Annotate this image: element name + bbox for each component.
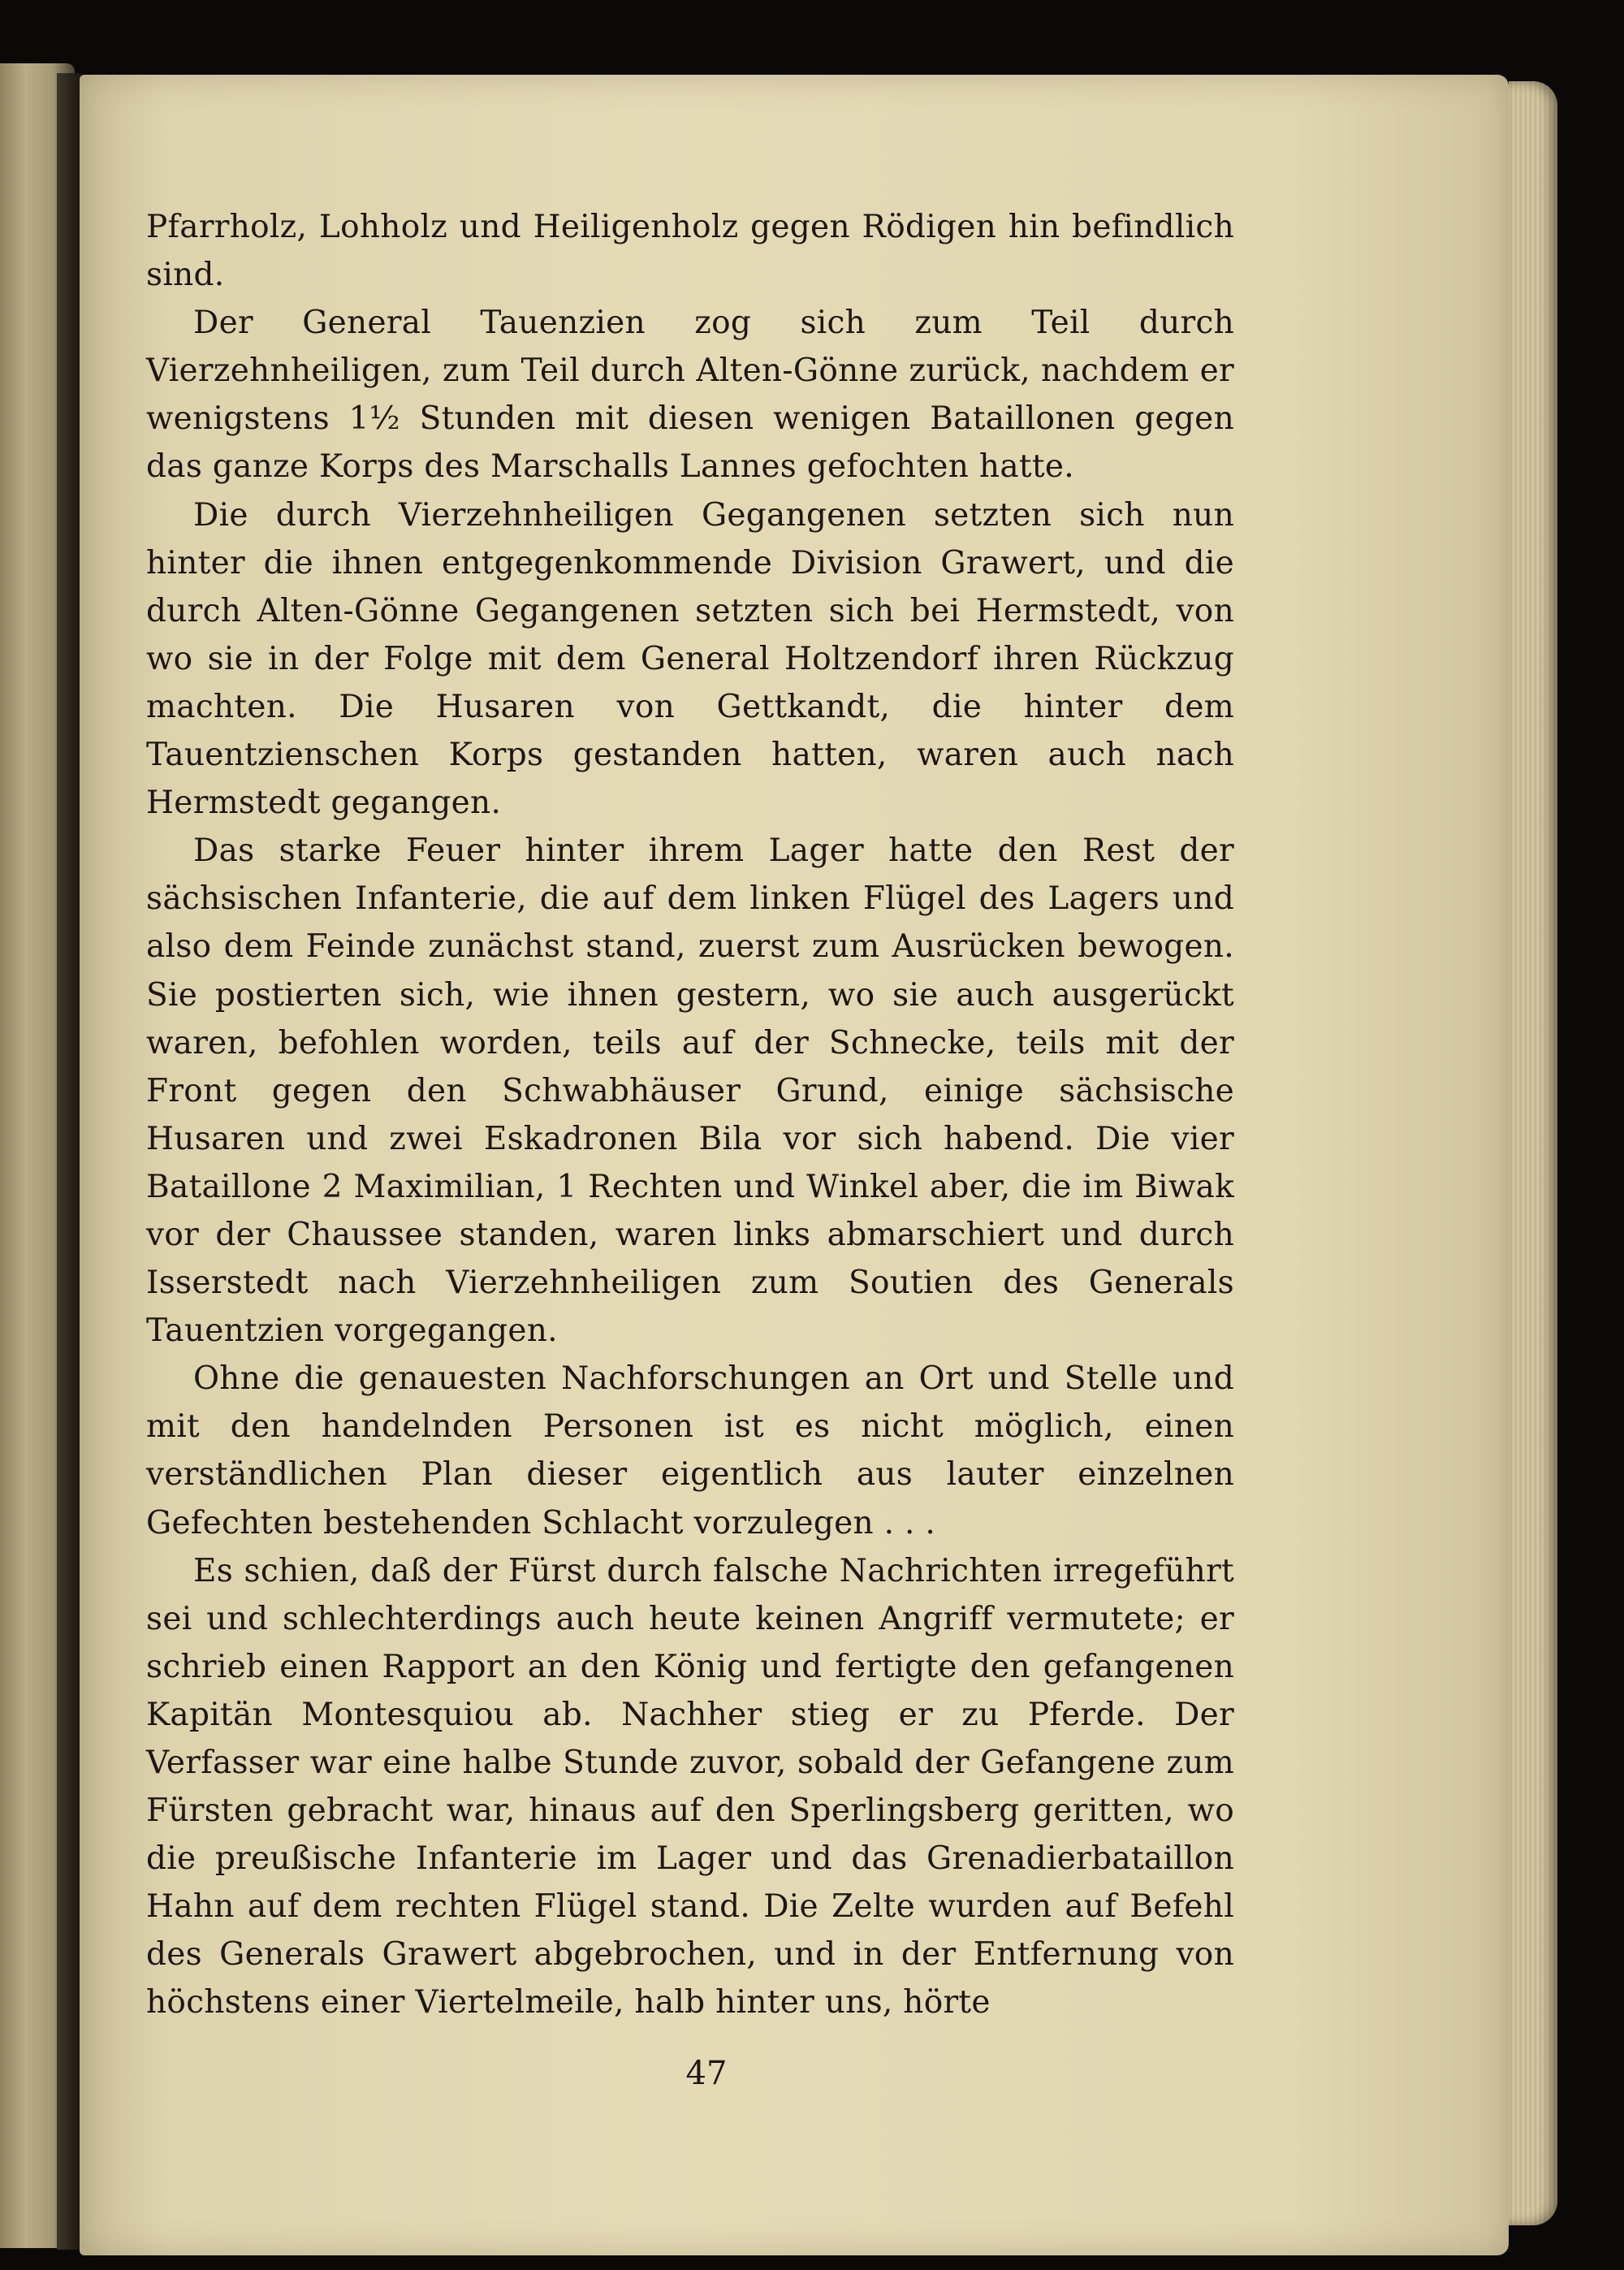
- paragraph: Es schien, daß der Fürst durch falsche Nachrichten irregeführt sei und schlechterdings auch heute keinen Angriff vermutete; er schrieb einen Rapport an den König und fertigte den gefangenen Kapitän Montesquiou ab. Nachher stieg er zu Pferde. Der Verfasser war eine halbe Stunde zuvor, sobald der Gefangene zum Fürsten gebracht war, hinaus auf den Sperlingsberg geritten, wo die preußische Infanterie im Lager und das Grenadierbataillon Hahn auf dem rechten Flügel stand. Die Zelte wurden auf Befehl des Generals Grawert abgebrochen, und in der Entfernung von höchstens einer Viertelmeile, halb hinter uns, hörte: [146, 1552, 1234, 2021]
- paragraph: Die durch Vierzehnheiligen Gegangenen setzten sich nun hinter die ihnen entgegenkommende Division Grawert, und die durch Alten-Gönne Gegangenen setzten sich bei Hermstedt, von wo sie in der Folge mit dem General Holtzendorf ihren Rückzug machten. Die Husaren von Gettkandt, die hinter dem Tauentzienschen Korps gestanden hatten, waren auch nach Hermstedt gegangen.: [146, 496, 1234, 822]
- paragraph: Der General Tauenzien zog sich zum Teil durch Vierzehnheiligen, zum Teil durch Alten-Gönne zurück, nachdem er wenigstens 1½ Stunden mit diesen wenigen Bataillonen gegen das ganze Korps des Marschalls Lannes gefochten hatte.: [146, 305, 1234, 486]
- paragraph: Das starke Feuer hinter ihrem Lager hatte den Rest der sächsischen Infanterie, die auf dem linken Flügel des Lagers und also dem Feinde zunächst stand, zuerst zum Ausrücken bewogen. Sie postierten sich, wie ihnen gestern, wo sie auch ausgerückt waren, befohlen worden, teils auf der Schnecke, teils mit der Front gegen den Schwabhäuser Grund, einige sächsische Husaren und zwei Eskadronen Bila vor sich habend. Die vier Bataillone 2 Maximilian, 1 Rechten und Winkel aber, die im Biwak vor der Chaussee standen, waren links abmarschiert und durch Isserstedt nach Vierzehnheiligen zum Soutien des Generals Tauentzien vorgegangen.: [146, 832, 1234, 1350]
- page-stack-edge: [1509, 81, 1557, 2225]
- paragraph: Ohne die genauesten Nachforschungen an Ort und Stelle und mit den handelnden Personen ist es nicht möglich, einen verständlichen Plan dieser eigentlich aus lauter einzelnen Gefechten bestehenden Schlacht vorzulegen . . .: [146, 1360, 1234, 1541]
- body-text: [146, 203, 1234, 2027]
- book-gutter: [57, 73, 81, 2250]
- page-number: 47: [685, 2055, 728, 2092]
- paragraph: Pfarrholz, Lohholz und Heiligenholz gegen Rödigen hin befindlich sind.: [146, 209, 1234, 294]
